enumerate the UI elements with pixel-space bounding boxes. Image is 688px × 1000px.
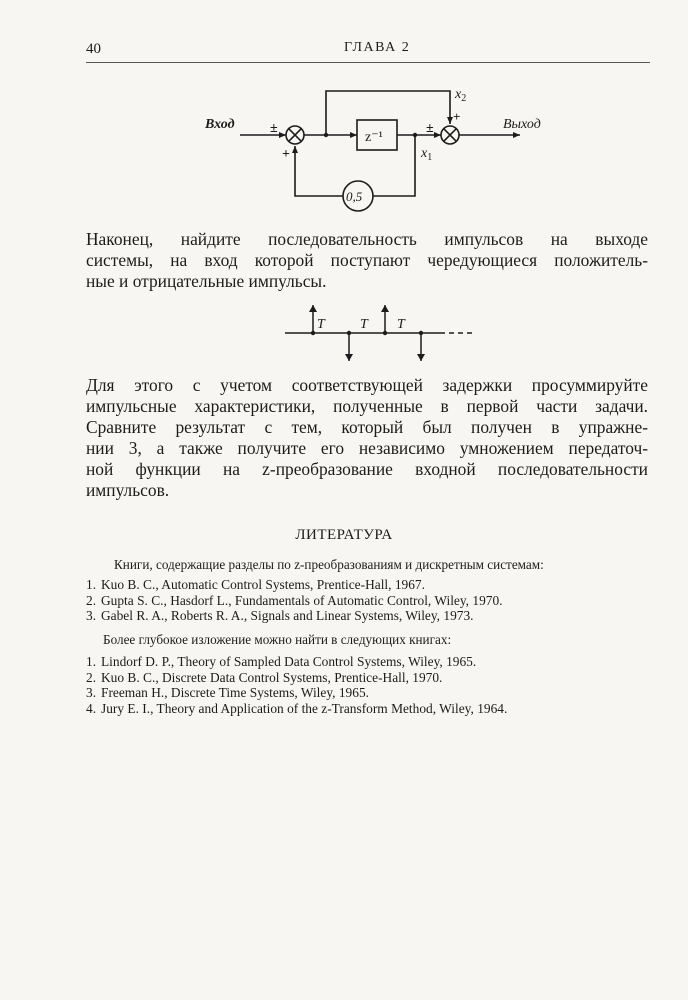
list-item-number: 1. (86, 577, 97, 592)
list-item (86, 577, 503, 593)
list-item-number: 3. (86, 608, 97, 623)
pulse-arrowhead (381, 305, 389, 312)
list-item-text: Freeman H., Discrete Time Systems, Wiley, 1965. (101, 685, 369, 700)
literature-intro-2: Более глубокое изложение можно найти в следующих книгах: (103, 632, 452, 647)
delay-label: z⁻¹ (365, 130, 383, 145)
pulse-arrowhead (417, 354, 425, 361)
paragraph-2-line: импульсов. (86, 480, 170, 500)
summer-1-bottom-sign: + (282, 147, 290, 162)
list-item-number: 2. (86, 669, 97, 685)
running-head: ГЛАВА 2 (344, 40, 411, 55)
paragraph-2-line: импульсные характеристики, полученные в первой части задачи. (86, 396, 648, 416)
pulse-arrowhead (345, 354, 353, 361)
pulse-arrowhead (309, 305, 317, 312)
paragraph-2 (86, 375, 648, 501)
paragraph-1-line: системы, на вход которой поступают чередующиеся положитель- (86, 250, 648, 270)
list-item (86, 701, 507, 717)
feedback-path-left (295, 146, 343, 196)
list-item-text: Lindorf D. P., Theory of Sampled Data Control Systems, Wiley, 1965. (101, 654, 477, 669)
x1-label: $x_1$ (421, 146, 433, 163)
summer-2-top-sign: + (453, 109, 461, 124)
x2-label: $x_2$ (455, 87, 467, 104)
paragraph-1 (86, 229, 648, 292)
paragraph-2-line: Для этого с учетом соответствующей задержки просуммируйте (86, 375, 648, 395)
period-label-3: T (397, 317, 405, 332)
literature-intro-1: Книги, содержащие разделы по z-преобразованиям и дискретным системам: (114, 557, 544, 572)
list-item (86, 654, 507, 670)
list-item-number: 3. (86, 685, 97, 700)
paragraph-1-line: Наконец, найдите последовательность импульсов на выходе (86, 229, 648, 249)
list-item (86, 685, 507, 701)
output-label: Выход (503, 117, 541, 132)
list-item-text: Kuo B. C., Discrete Data Control Systems, Prentice-Hall, 1970. (101, 669, 443, 685)
literature-group-1 (86, 577, 503, 624)
summer-1-top-sign: ± (270, 121, 278, 136)
list-item-number: 2. (86, 592, 97, 608)
literature-group-2 (86, 654, 507, 716)
list-item-text: Kuo B. C., Automatic Control Systems, Prentice-Hall, 1967. (101, 577, 425, 592)
list-item-text: Gabel R. A., Roberts R. A., Signals and Linear Systems, Wiley, 1973. (101, 608, 474, 623)
list-item (86, 608, 503, 624)
paragraph-2-line: Сравните результат с тем, который был получен в упражне- (86, 417, 648, 437)
period-label-1: T (317, 317, 325, 332)
page-number: 40 (86, 41, 101, 57)
list-item-text: Jury E. I., Theory and Application of the z-Transform Method, Wiley, 1964. (101, 700, 508, 716)
input-label: Вход (205, 117, 235, 132)
list-item (86, 670, 507, 686)
period-label-2: T (360, 317, 368, 332)
paragraph-2-line: ной функции на z-преобразование входной последовательности (86, 459, 648, 479)
paragraph-2-line: нии 3, а также получите его независимо умножением передаточ- (86, 438, 648, 458)
paragraph-1-line: ные и отрицательные импульсы. (86, 271, 327, 291)
gain-label: 0,5 (346, 189, 363, 204)
pulse-diagram (285, 305, 472, 361)
list-item-number: 1. (86, 654, 97, 669)
list-item (86, 593, 503, 609)
literature-heading: ЛИТЕРАТУРА (295, 527, 393, 543)
list-item-number: 4. (86, 700, 97, 716)
summer-2-left-sign: ± (426, 121, 434, 136)
list-item-text: Gupta S. C., Hasdorf L., Fundamentals of Automatic Control, Wiley, 1970. (101, 592, 503, 608)
